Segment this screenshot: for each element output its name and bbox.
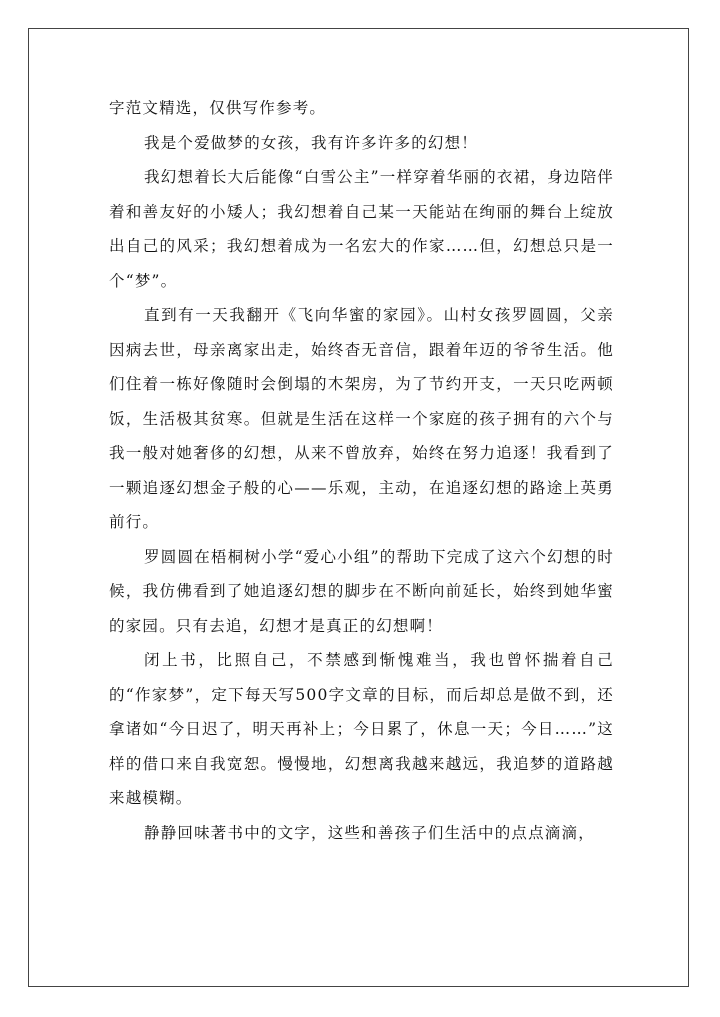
paragraph-self-reflection: 闭上书，比照自己，不禁感到惭愧难当，我也曾怀揣着自己的“作家梦”，定下每天写500字文章的目标，而后却总是做不到，还拿诸如“今日迟了，明天再补上；今日累了，休息一天；今日……”这样的借口来自我宽恕。慢慢地，幻想离我越来越远，我追梦的道路越来越模糊。 <box>109 651 614 807</box>
paragraph-closing-fragment: 静静回味著书中的文字，这些和善孩子们生活中的点点滴滴， <box>144 823 595 842</box>
paragraph-fantasies: 我幻想着长大后能像“白雪公主”一样穿着华丽的衣裙，身边陪伴着和善友好的小矮人；我幻想着自己某一天能站在绚丽的舞台上绽放出自己的风采；我幻想着成为一名宏大的作家……但，幻想总只是一个“梦”。 <box>109 168 614 290</box>
paragraph-intro-fragment: 字范文精选，仅供写作参考。 <box>109 99 327 117</box>
paragraph-dream-girl: 我是个爱做梦的女孩，我有许多许多的幻想！ <box>144 133 479 152</box>
paragraph-book-story: 直到有一天我翻开《飞向华蜜的家园》。山村女孩罗圆圆，父亲因病去世，母亲离家出走，始终杳无音信，跟着年迈的爷爷生活。他们住着一栋好像随时会倒塌的木架房，为了节约开支，一天只吃两顿饭，生活极其贫寒。但就是生活在这样一个家庭的孩子拥有的六个与我一般对她奢侈的幻想，从来不曾放弃，始终在努力追逐！我看到了一颗追逐幻想金子般的心——乐观，主动，在追逐幻想的路途上英勇前行。 <box>109 306 614 531</box>
document-body <box>109 91 614 850</box>
paragraph-luo-yuanyuan: 罗圆圆在梧桐树小学“爱心小组”的帮助下完成了这六个幻想的时候，我仿佛看到了她追逐幻想的脚步在不断向前延长，始终到她华蜜的家园。只有去追，幻想才是真正的幻想啊！ <box>109 547 614 635</box>
